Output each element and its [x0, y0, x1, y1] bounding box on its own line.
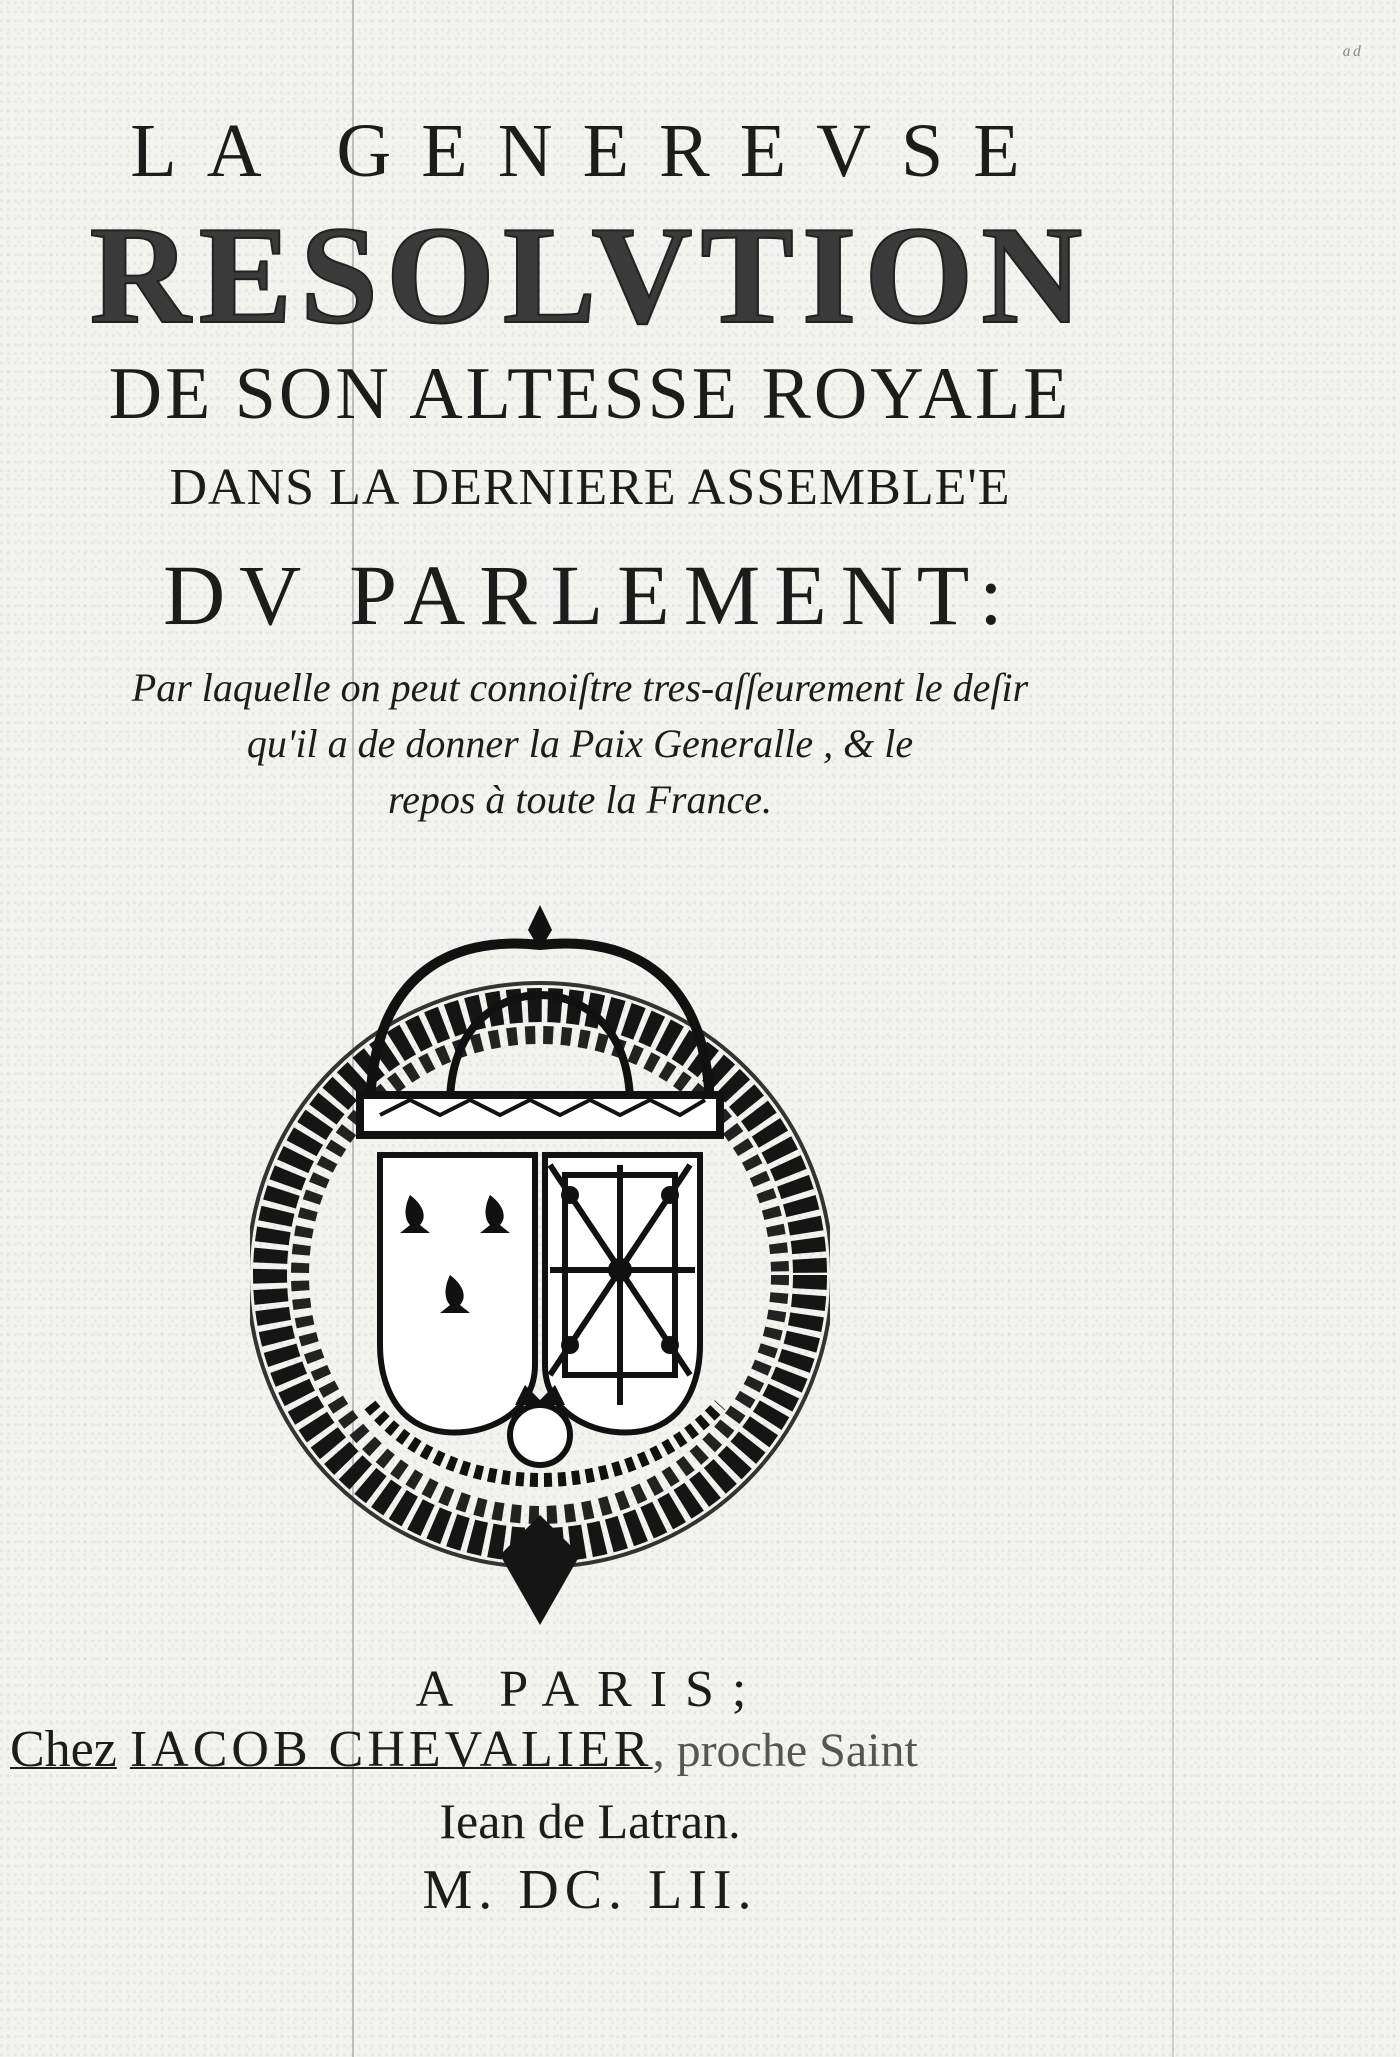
publisher-rest: , proche Saint: [652, 1724, 918, 1777]
subtitle-line: repos à toute la France.: [387, 777, 772, 822]
imprint-year: M. DC. LII.: [422, 1859, 758, 1921]
imprint-publisher: [10, 1720, 1090, 1779]
title-line-3: DE SON ALTESSE ROYALE: [108, 353, 1072, 435]
title-line-5: DV PARLEMENT:: [163, 547, 1017, 643]
subtitle: [30, 660, 1130, 828]
title-line-4: DANS LA DERNIERE ASSEMBLE'E: [169, 459, 1011, 516]
publisher-name: IACOB CHEVALIER: [129, 1721, 653, 1778]
title-line-2: RESOLVTION: [89, 198, 1091, 353]
title-line-1: LA GENEREVSE: [130, 109, 1050, 193]
publisher-prefix: Chez: [10, 1721, 117, 1778]
subtitle-line: qu'il a de donner la Paix Generalle , & le: [246, 721, 914, 766]
coat-of-arms-icon: [250, 905, 830, 1625]
margin-note: ᵃᵈ: [1341, 40, 1360, 69]
imprint-address: Iean de Latran.: [439, 1793, 741, 1849]
subtitle-line: Par laquelle on peut connoiſtre tres-aſſeurement le deſir: [131, 665, 1029, 710]
imprint-place: A PARIS;: [415, 1661, 765, 1718]
